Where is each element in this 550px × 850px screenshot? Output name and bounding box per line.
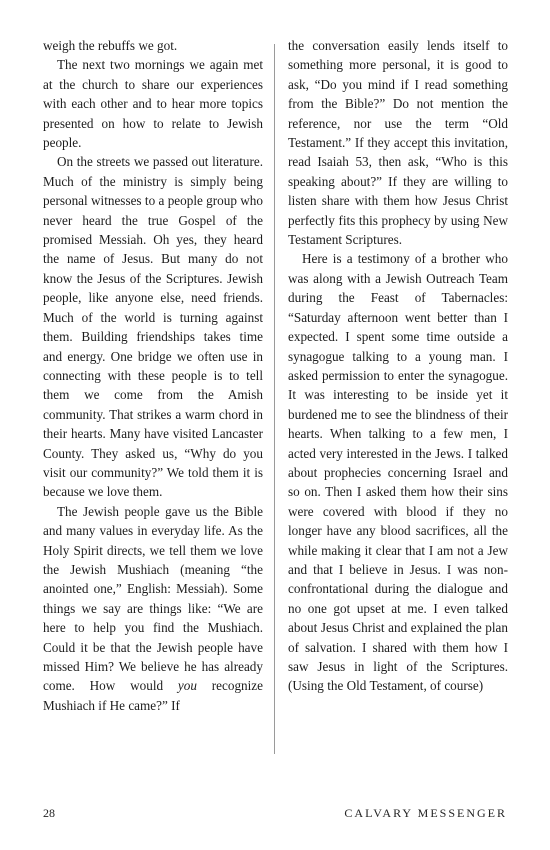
paragraph: weigh the rebuffs we got.: [43, 38, 178, 53]
left-column: [43, 36, 263, 715]
paragraph: the conversation easily lends itself to something more personal, it is good to ask, “Do you mind if I read something from the Bible?” Do not mention the reference, nor use the term “Old Testament.” If they accept this invitation, read Isaiah 53, then ask, “Who is this speaking about?” If they are willing to listen share with them how Jesus Christ perfectly fits this prophecy by using New Testament Scriptures.: [288, 38, 508, 248]
column-divider: [274, 44, 275, 754]
paragraph: On the streets we passed out literature. Much of the ministry is simply being personal witnesses to a people group who never heard the true Gospel of the promised Messiah. Oh yes, they heard the name of Jesus. But many do not know the Jesus of the Scriptures. Jewish people, like anyone else, need friends. Much of the world is turning against them. Building friendships takes time and energy. One bridge we often use in connecting with these people is to tell them we come from the Amish community. That strikes a warm chord in their hearts. Many have visited Lancaster County. They asked us, “Why do you visit our community?” We told them it is because we love them.: [43, 154, 263, 500]
paragraph-text: recognize Mushiach if He came?” If: [43, 678, 263, 713]
page-number: 28: [43, 806, 55, 820]
publication-name: CALVARY MESSENGER: [344, 806, 507, 820]
paragraph-text: The Jewish people gave us the Bible and many values in everyday life. As the Holy Spirit directs, we tell them we love the Jewish Mushiach (meaning “the anointed one,” English: Messiah). Some things we say are things like: “We are here to help you find the Mushiach. Could it be that the Jewish people have missed Him? We believe he has already come. How would: [43, 503, 263, 694]
paragraph: [43, 502, 263, 715]
paragraph: The next two mornings we again met at the church to share our experiences with each other and to hear more topics presented on how to relate to Jewish people.: [43, 57, 263, 151]
emphasis-text: you: [177, 678, 197, 694]
right-column: [288, 36, 508, 696]
paragraph: Here is a testimony of a brother who was along with a Jewish Outreach Team during the Feast of Tabernacles: “Saturday afternoon went better than I expected. I spent some time outside a synagogue talking to a young man. I asked permission to enter the synagogue. It was interesting to be inside yet it burdened me to see the blindness of their hearts. When talking to a few men, I acted very interested in the Jews. I talked about prophecies concerning Israel and so on. Then I asked them how their sins were covered with blood if they no longer have any blood sacrifices, all the while making it clear that I am not a Jew and that I believe in Jesus. I was non-confrontational during the dialogue and no one got upset at me. I even talked about Jesus Christ and explained the plan of salvation. I shared with them how I saw Jesus in light of the Scriptures. (Using the Old Testament, of course): [288, 251, 508, 694]
